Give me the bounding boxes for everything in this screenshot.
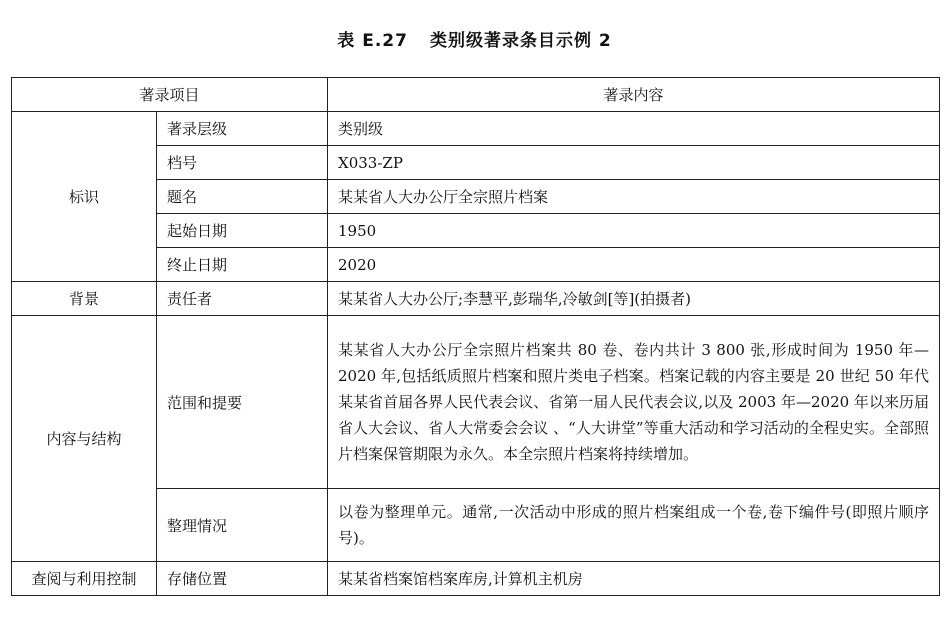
content-creator: 某某省人大办公厅;李慧平,彭瑞华,冷敏剑[等](拍摄者) xyxy=(328,282,940,316)
group-content-structure: 内容与结构 xyxy=(12,316,157,562)
group-identification: 标识 xyxy=(12,112,157,282)
item-level: 著录层级 xyxy=(157,112,328,146)
group-access-control: 查阅与利用控制 xyxy=(12,562,157,596)
table-number: 表 E.27 xyxy=(337,31,408,51)
header-item: 著录项目 xyxy=(12,78,328,112)
item-end-date: 终止日期 xyxy=(157,248,328,282)
content-title: 某某省人大办公厅全宗照片档案 xyxy=(328,180,940,214)
table-caption xyxy=(0,26,949,51)
item-location: 存储位置 xyxy=(157,562,328,596)
item-creator: 责任者 xyxy=(157,282,328,316)
content-location: 某某省档案馆档案库房,计算机主机房 xyxy=(328,562,940,596)
item-title: 题名 xyxy=(157,180,328,214)
item-arrangement: 整理情况 xyxy=(157,489,328,562)
table-row xyxy=(12,316,940,489)
item-archive-code: 档号 xyxy=(157,146,328,180)
header-content: 著录内容 xyxy=(328,78,940,112)
content-archive-code: X033-ZP xyxy=(328,146,940,180)
group-background: 背景 xyxy=(12,282,157,316)
table-row xyxy=(12,562,940,596)
description-entry-table xyxy=(11,77,940,596)
item-start-date: 起始日期 xyxy=(157,214,328,248)
content-end-date: 2020 xyxy=(328,248,940,282)
table-header-row xyxy=(12,78,940,112)
table-title: 类别级著录条目示例 2 xyxy=(429,31,612,51)
table-row xyxy=(12,112,940,146)
content-arrangement: 以卷为整理单元。通常,一次活动中形成的照片档案组成一个卷,卷下编件号(即照片顺序号)。 xyxy=(328,489,940,562)
content-level: 类别级 xyxy=(328,112,940,146)
content-start-date: 1950 xyxy=(328,214,940,248)
item-scope: 范围和提要 xyxy=(157,316,328,489)
table-row xyxy=(12,282,940,316)
content-scope: 某某省人大办公厅全宗照片档案共 80 卷、卷内共计 3 800 张,形成时间为 1950 年—2020 年,包括纸质照片档案和照片类电子档案。档案记载的内容主要是 20 世纪 50 年代某某省首届各界人民代表会议、省第一届人民代表会议,以及 2003 年—2020 年以来历届省人大会议、省人大常委会会议 、“人大讲堂”等重大活动和学习活动的全程史实。全部照片档案保管期限为永久。本全宗照片档案将持续增加。 xyxy=(328,316,940,489)
